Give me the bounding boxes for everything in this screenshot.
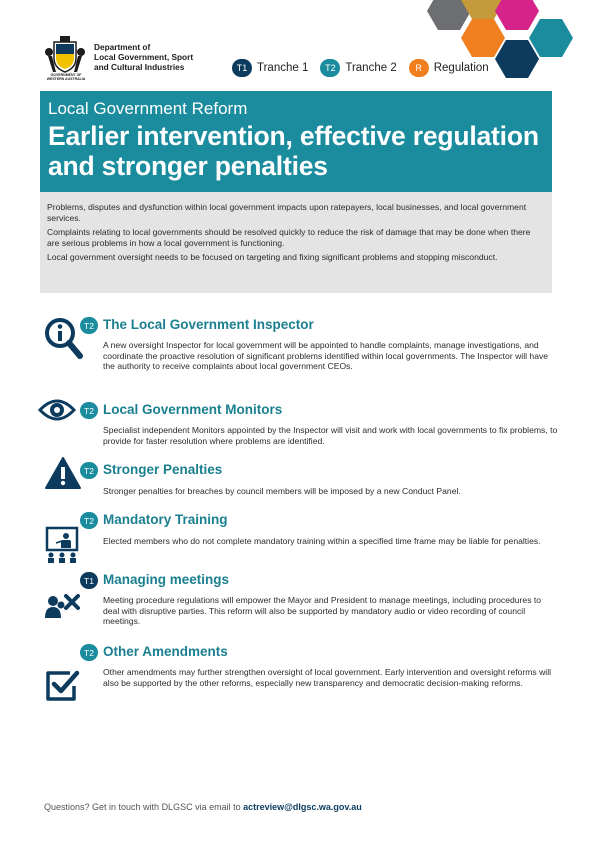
title-banner <box>40 91 552 192</box>
eye-icon <box>38 398 76 422</box>
tranche-badge: T1 <box>232 59 252 77</box>
tranche-badge: T2 <box>80 317 98 334</box>
hexagon-shape <box>461 19 505 57</box>
legend-label: Tranche 2 <box>345 62 397 74</box>
section-title: Mandatory Training <box>103 512 228 527</box>
person-remove-icon <box>44 592 82 620</box>
section-body: Meeting procedure regulations will empower the Mayor and President to manage meetings, including procedures to deal with disruptive parties. This reform will also be supported by mandatory audio or video recording of council meetings. <box>103 595 542 627</box>
tranche-badge: T2 <box>320 59 340 77</box>
tranche-badge: R <box>409 59 429 77</box>
intro-paragraph: Complaints relating to local governments should be resolved quickly to reduce the risk of damage that may be done when there are serious problems in how a local government is functioning. <box>47 227 531 248</box>
footer-contact <box>44 802 362 812</box>
legend-item-tranche-1 <box>232 59 308 77</box>
hexagon-shape <box>495 0 539 30</box>
tranche-badge: T2 <box>80 644 98 661</box>
legend-item-tranche-2 <box>320 59 396 77</box>
checkbox-tick-icon <box>44 668 80 704</box>
tranche-badge: T2 <box>80 512 98 529</box>
training-presentation-icon <box>44 526 80 564</box>
contact-email-link[interactable]: actreview@dlgsc.wa.gov.au <box>243 802 362 812</box>
department-line: Department of <box>94 42 151 52</box>
section-body: Other amendments may further strengthen oversight of local government. Early intervention and oversight reforms will also be supported by the other reforms, especially new transparency and democratic decision-making reforms. <box>103 667 552 688</box>
tranche-badge: T2 <box>80 402 98 419</box>
warning-icon <box>44 456 82 490</box>
section-body: Specialist independent Monitors appointed by the Inspector will visit and work with local governments to fix problems, to provide for faster resolution where problems are identified. <box>103 425 558 446</box>
section-title: Other Amendments <box>103 644 228 659</box>
legend-item-regulation <box>409 59 489 77</box>
section-body: Stronger penalties for breaches by council members will be imposed by a new Conduct Panel. <box>103 486 461 496</box>
wa-government-crest-logo <box>44 34 86 76</box>
legend-label: Regulation <box>433 62 489 74</box>
intro-box <box>40 192 552 293</box>
section-body: A new oversight Inspector for local government will be appointed to handle complaints, manage investigations, and coordinate the proactive resolution of significant problems identified within local governments. The Inspector will have the authority to receive complaints about local government CEOs. <box>103 340 549 372</box>
department-name <box>94 42 219 72</box>
hexagon-shape <box>529 19 573 57</box>
department-line: and Cultural Industries <box>94 62 185 72</box>
intro-paragraph: Local government oversight needs to be focused on targeting and fixing significant problems and stopping misconduct. <box>47 252 498 263</box>
section-title: Stronger Penalties <box>103 462 223 477</box>
page-title: Earlier intervention, effective regulation and stronger penalties <box>48 121 539 181</box>
section-title: Local Government Monitors <box>103 402 283 417</box>
logo-caption: GOVERNMENT OF WESTERN AUSTRALIA <box>46 73 86 81</box>
intro-paragraph: Problems, disputes and dysfunction within local government impacts upon ratepayers, local businesses, and local government services. <box>47 202 527 223</box>
section-title: The Local Government Inspector <box>103 317 314 332</box>
section-title: Managing meetings <box>103 572 230 587</box>
tranche-legend <box>232 59 501 77</box>
page-kicker: Local Government Reform <box>48 99 248 118</box>
hexagon-shape <box>495 40 539 78</box>
inspector-magnifier-icon <box>44 316 84 360</box>
legend-label: Tranche 1 <box>257 62 309 74</box>
footer-text: Questions? Get in touch with DLGSC via email to <box>44 802 244 812</box>
tranche-badge: T1 <box>80 572 98 589</box>
department-line: Local Government, Sport <box>94 52 194 62</box>
section-body: Elected members who do not complete mandatory training within a specified time frame may be liable for penalties. <box>103 536 541 546</box>
tranche-badge: T2 <box>80 462 98 479</box>
